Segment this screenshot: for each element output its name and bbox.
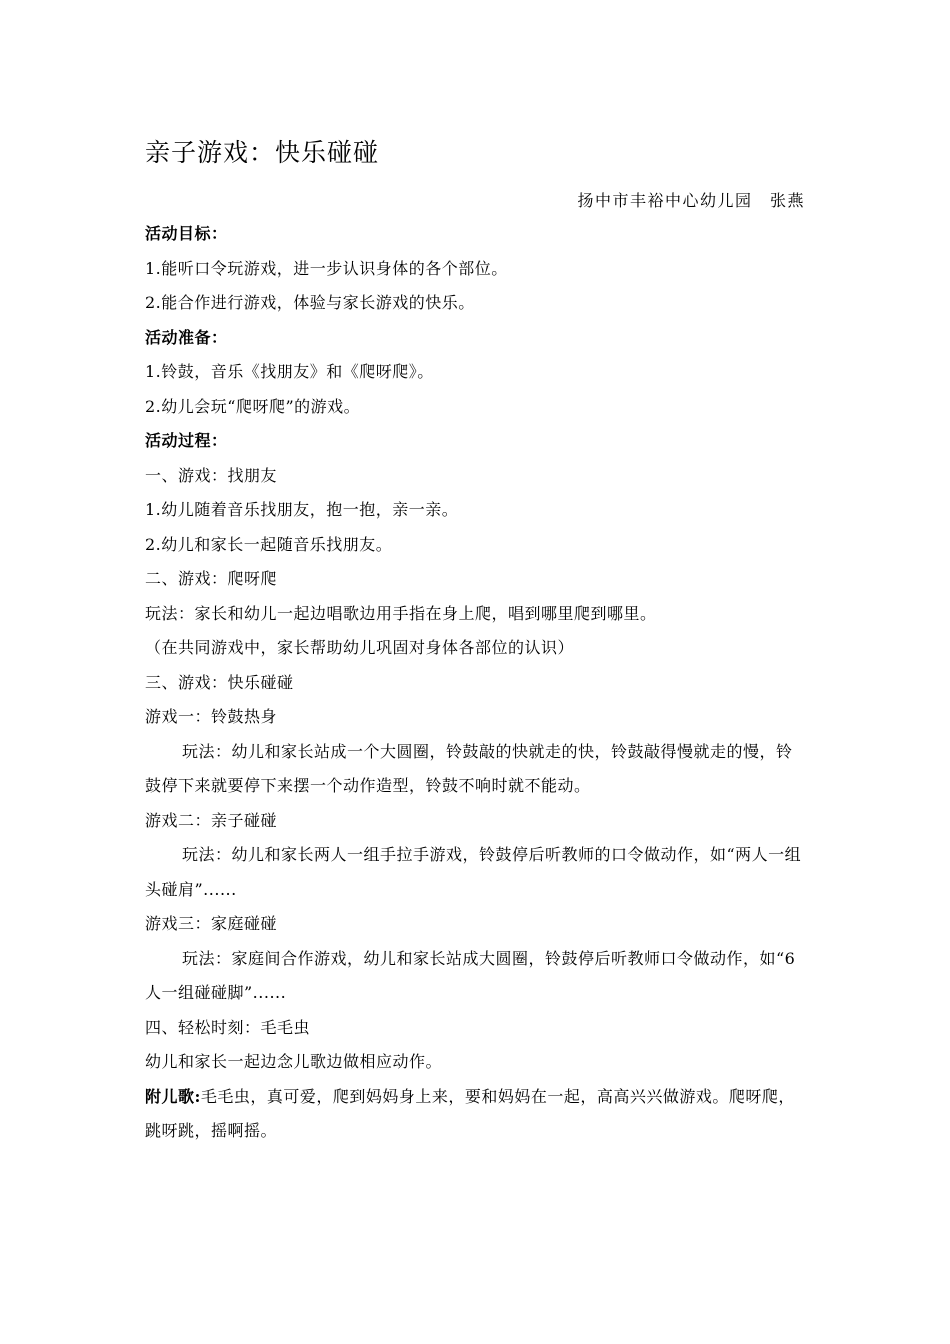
- document-body: [145, 217, 807, 1149]
- goal-item: 1.能听口令玩游戏，进一步认识身体的各个部位。: [145, 258, 508, 278]
- part2-title: 二、游戏：爬呀爬: [145, 569, 278, 588]
- part2-note: （在共同游戏中，家长帮助幼儿巩固对身体各部位的认识）: [145, 638, 575, 657]
- rhyme-text: 毛毛虫，真可爱，爬到妈妈身上来，要和妈妈在一起，高高兴兴做游戏。爬呀爬，跳呀跳，摇啊摇。: [145, 1086, 795, 1140]
- preparation-item: 1.铃鼓，音乐《找朋友》和《爬呀爬》。: [145, 362, 434, 381]
- author-line: 扬中市丰裕中心幼儿园 张燕: [577, 191, 805, 210]
- game1-title: 游戏一：铃鼓热身: [145, 707, 278, 726]
- rhyme-label: 附儿歌:: [145, 1086, 201, 1106]
- part2-play: 玩法：家长和幼儿一起边唱歌边用手指在身上爬，唱到哪里爬到哪里。: [145, 603, 657, 623]
- game3-title: 游戏三：家庭碰碰: [145, 914, 278, 933]
- preparation-item: 2.幼儿会玩“爬呀爬”的游戏。: [145, 396, 361, 416]
- part4-desc: 幼儿和家长一起边念儿歌边做相应动作。: [145, 1052, 443, 1071]
- game1-play: 玩法：幼儿和家长站成一个大圆圈，铃鼓敲的快就走的快，铃鼓敲得慢就走的慢，铃鼓停下来就要停下来摆一个动作造型，铃鼓不响时就不能动。: [145, 741, 793, 795]
- part3-title: 三、游戏：快乐碰碰: [145, 672, 294, 692]
- game2-play: 玩法：幼儿和家长两人一组手拉手游戏，铃鼓停后听教师的口令做动作，如“两人一组头碰肩”......: [145, 845, 802, 899]
- part1-title: 一、游戏：找朋友: [145, 465, 278, 485]
- goal-item: 2.能合作进行游戏，体验与家长游戏的快乐。: [145, 293, 475, 312]
- goals-heading: 活动目标：: [145, 224, 228, 243]
- part1-item: 1.幼儿随着音乐找朋友，抱一抱，亲一亲。: [145, 500, 459, 519]
- document-title: 亲子游戏：快乐碰碰: [145, 138, 380, 167]
- part4-title: 四、轻松时刻：毛毛虫: [145, 1017, 311, 1037]
- rhyme-paragraph: [145, 1080, 807, 1149]
- process-heading: 活动过程：: [145, 431, 228, 450]
- preparation-heading: 活动准备：: [145, 327, 228, 347]
- part1-item: 2.幼儿和家长一起随音乐找朋友。: [145, 534, 393, 554]
- game2-title: 游戏二：亲子碰碰: [145, 810, 278, 830]
- game3-play: 玩法：家庭间合作游戏，幼儿和家长站成大圆圈，铃鼓停后听教师口令做动作，如“6人一组碰碰脚”......: [145, 948, 796, 1002]
